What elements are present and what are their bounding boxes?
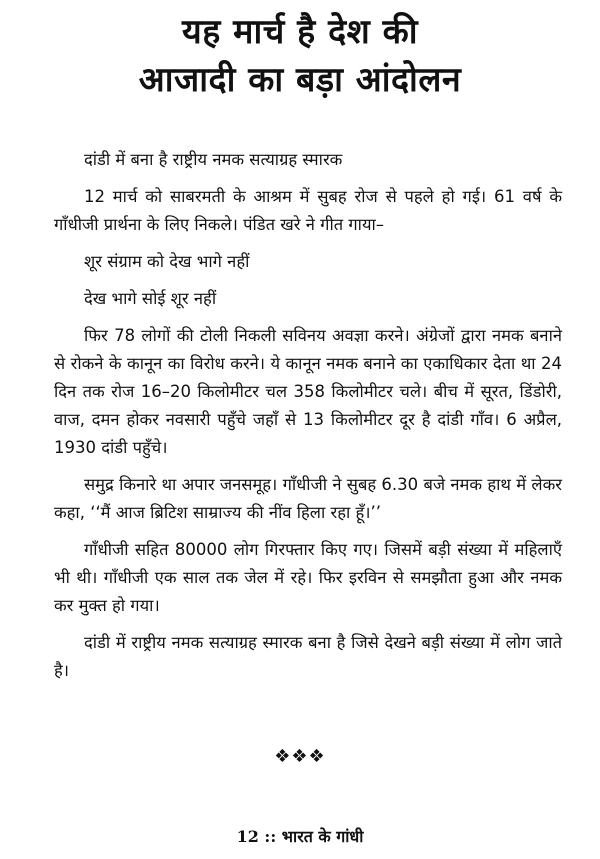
paragraph-subheading: दांडी में बना है राष्ट्रीय नमक सत्याग्रह स्मारक [84,150,343,169]
section-ornament: ❖❖❖ [274,746,326,767]
song-line: शूर संग्राम को देख भागे नहीं [84,252,250,271]
paragraph: समुद्र किनारे था अपार जनसमूह। गाँधीजी ने सुबह 6.30 बजे नमक हाथ में लेकर कहा, ‘‘मैं आज ब्रिटिश साम्राज्य की नींव हिला रहा हूँ।’’ [54,475,562,522]
chapter-title [0,8,600,104]
paragraph: 12 मार्च को साबरमती के आश्रम में सुबह रोज से पहले हो गई। 61 वर्ष के गाँधीजी प्रार्थना के लिए निकले। पंडित खरे ने गीत गाया– [54,187,562,234]
paragraph: गाँधीजी सहित 80000 लोग गिरफ्तार किए गए। जिसमें बड़ी संख्या में महिलाएँ भी थी। गाँधीजी एक साल तक जेल में रहे। फिर इरविन से समझौता हुआ और नमक कर मुक्त हो गया। [54,540,562,615]
paragraph: दांडी में राष्ट्रीय नमक सत्याग्रह स्मारक बना है जिसे देखने बड़ी संख्या में लोग जाते है। [54,633,562,680]
body-text [54,146,562,694]
chapter-title-line-1: यह मार्च है देश की [182,12,418,52]
chapter-title-line-2: आजादी का बड़ा आंदोलन [138,60,462,100]
page-footer: 12 :: भारत के गांधी [236,827,364,846]
paragraph: फिर 78 लोगों की टोली निकली सविनय अवज्ञा करने। अंग्रेजों द्वारा नमक बनाने से रोकने के कानून का विरोध करने। ये कानून नमक बनाने का एकाधिकार देता था 24 दिन तक रोज 16–20 किलोमीटर चल 358 किलोमीटर चले। बीच में सूरत, डिंडोरी, वाज, दमन होकर नवसारी पहुँचे जहाँ से 13 किलोमीटर दूर है दांडी गाँव। 6 अप्रैल, 1930 दांडी पहुँचे। [54,326,562,457]
song-line: देख भागे सोई शूर नहीं [84,289,217,308]
